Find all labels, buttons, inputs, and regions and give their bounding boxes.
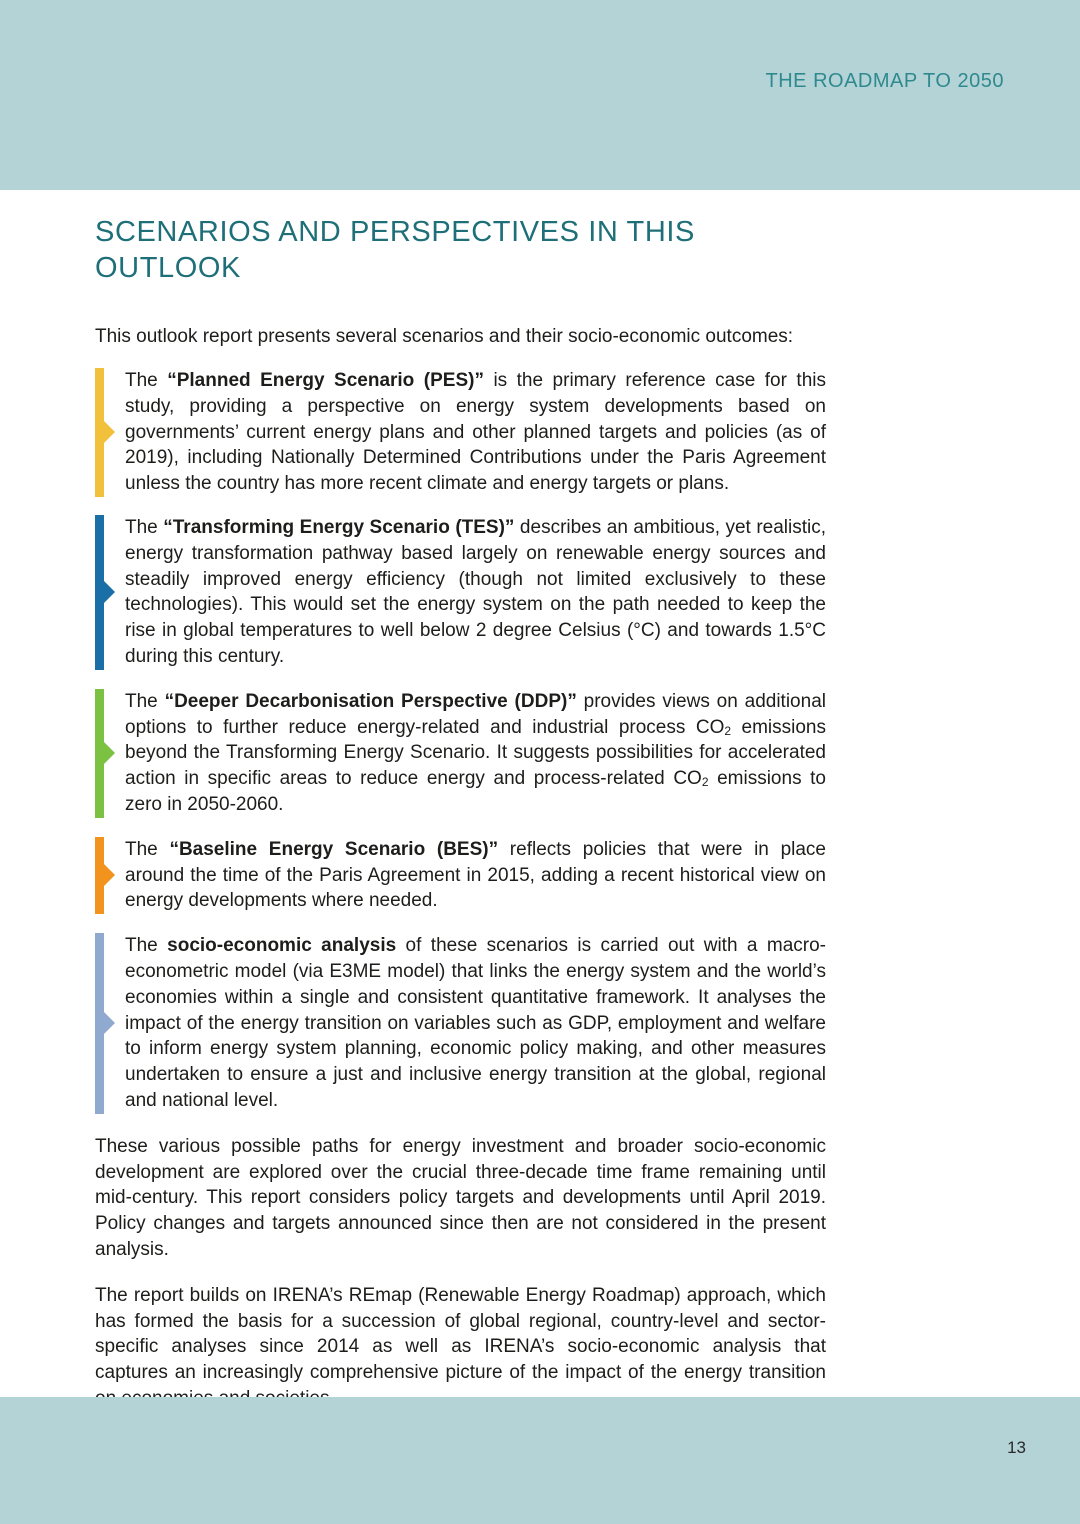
ddp-description-part-1: provides views on additional options to further reduce energy-related and industrial process CO (125, 690, 826, 738)
tes-marker-bar (95, 515, 104, 670)
tes-lead: The (125, 516, 164, 538)
bes-description: reflects policies that were in place around the time of the Paris Agreement in 2015, adding a recent historical view on energy developments where needed. (125, 838, 826, 912)
remap-paragraph: The report builds on IRENA’s REmap (Renewable Energy Roadmap) approach, which has formed the basis for a succession of global regional, country-level and sector-specific analyses since 2014 as well as IRENA’s socio-economic analysis that captures an increasingly comprehensive picture of the impact of the energy transition (95, 1284, 826, 1384)
bes-name: “Baseline Energy Scenario (BES)” (169, 838, 499, 860)
socio-economic-description: of these scenarios is carried out with a macro-econometric model (via E3ME model) that links the energy system and the world’s economies within a single and consistent quantitative framework. It analyses the impact of the energy transition on variables such as GDP, employment and welfare to inform energy system planning, economic policy making, and other measures undertaken to ensure a just and inclusive energy transition at the global, regional and national level. (125, 935, 826, 1111)
tes-arrow-icon (104, 581, 115, 603)
socio-economic-marker-bar (95, 933, 104, 1114)
ddp-subscript-1: 2 (724, 723, 732, 738)
pes-name: “Planned Energy Scenario (PES)” (167, 370, 484, 391)
socio-economic-name: socio-economic analysis (167, 935, 397, 957)
ddp-description-part-2: emissions beyond the Transforming Energy Scenario. It suggests possibilities for accelerated action in specific areas to reduce energy and process-related CO (125, 716, 826, 790)
paths-paragraph: These various possible paths for energy investment and broader socio-economic development are explored over the crucial three-decade time frame remaining until mid-century. This report considers policy targets and developments until April 2019. Policy changes and targets announced since then are not considered in the present analysis. (95, 1135, 826, 1260)
socio-economic-arrow-icon (104, 1012, 115, 1034)
ddp-lead: The (125, 690, 165, 712)
ddp-subscript-2: 2 (701, 775, 709, 790)
ddp-description-part-3: emissions to zero in 2050-2060. (125, 768, 827, 815)
header-band (0, 0, 1080, 190)
pes-arrow-icon (104, 421, 115, 443)
tes-description: describes an ambitious, yet realistic, energy transformation pathway based largely on renewable energy sources and steadily improved energy efficiency (though not limited exclusively to these technologies). This would set the energy system on the path needed to keep the rise in global temperatures to well below 2 degree Celsius (°C) and towards 1.5°C during this century. (125, 516, 826, 667)
tes-name: “Transforming Energy Scenario (TES)” (163, 516, 515, 538)
intro-paragraph: This outlook report presents several scenarios and their socio-economic outcomes: (95, 326, 794, 347)
bes-arrow-icon (104, 864, 115, 886)
footer-band (0, 1397, 1080, 1524)
page-number: 13 (1007, 1438, 1026, 1457)
ddp-arrow-icon (104, 742, 115, 764)
socio-economic-analysis-box (95, 933, 826, 1114)
pes-lead: The (125, 370, 168, 391)
running-header-title: THE ROADMAP TO 2050 (765, 70, 1004, 92)
ddp-name: “Deeper Decarbonisation Perspective (DDP)” (164, 690, 577, 712)
bes-marker-bar (95, 837, 104, 914)
ddp-marker-bar (95, 689, 104, 818)
main-content (95, 214, 826, 1412)
scenario-bes-box (95, 837, 826, 914)
bes-lead: The (125, 838, 170, 860)
pes-marker-bar (95, 368, 104, 497)
scenario-pes-box (95, 368, 826, 497)
scenario-tes-box (95, 515, 826, 670)
section-title: SCENARIOS AND PERSPECTIVES IN THIS OUTLOOK (95, 216, 696, 284)
scenario-ddp-box (95, 689, 826, 818)
socio-economic-lead: The (125, 935, 168, 957)
pes-description: is the primary reference case for this study, providing a perspective on energy system developments based on governments’ current energy plans and other planned targets and policies (as of 2019), including Nationally Determined Contributions under the Paris Agreement unless the country has more recent climate and energy targets or plans. (125, 370, 826, 495)
